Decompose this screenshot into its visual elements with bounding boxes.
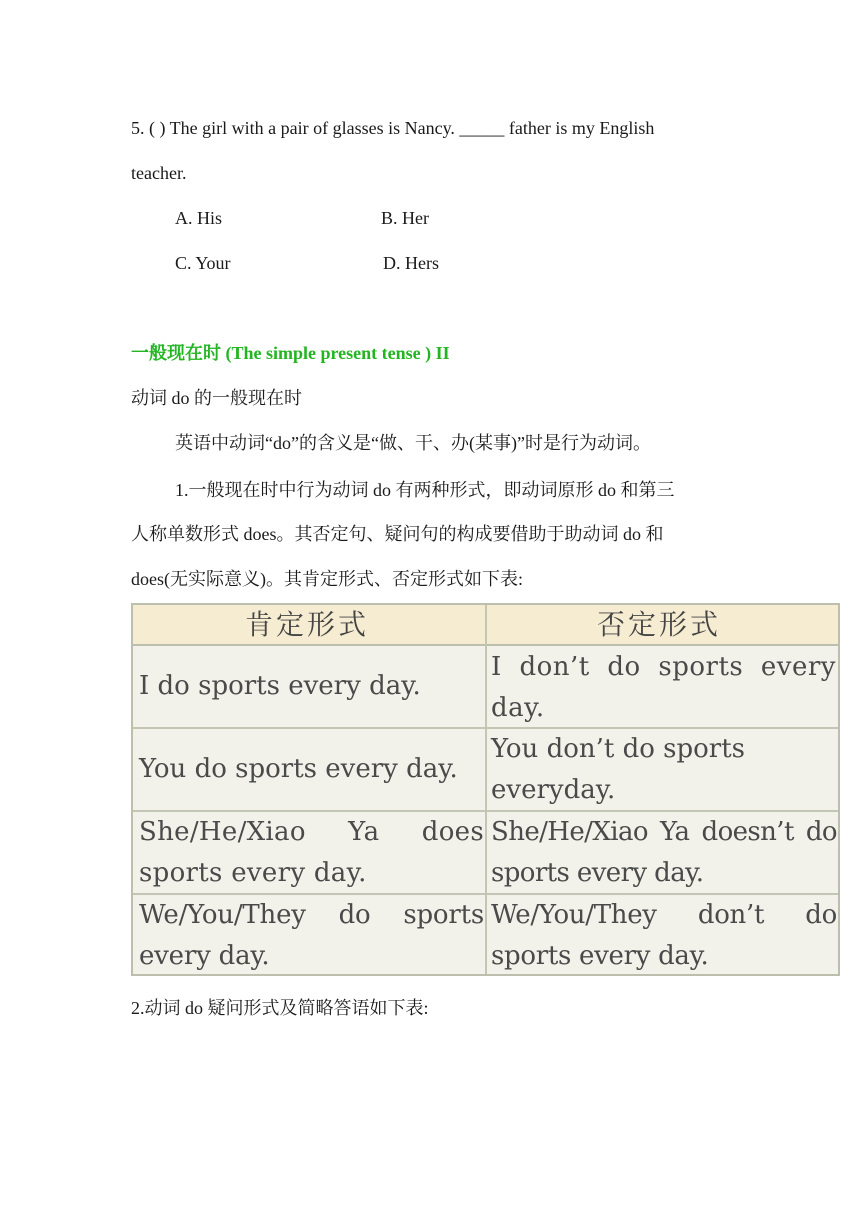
section-heading: 一般现在时 (The simple present tense ) II <box>131 343 450 363</box>
point1-line3: does(无实际意义)。其肯定形式、否定形式如下表: <box>131 569 523 589</box>
table-cell-affirmative: She/He/Xiao Ya does sports every day. <box>139 817 484 888</box>
option-c: C. Your <box>175 253 231 273</box>
table-cell-negative: I don’t do sports every day. <box>491 652 836 723</box>
table-column-divider <box>485 605 487 974</box>
table-cell-negative: We/You/They don’t do sports every day. <box>491 900 837 971</box>
table-cell-affirmative: I do sports every day. <box>139 671 421 701</box>
table-cell-negative: You don’t do sports everyday. <box>491 734 746 805</box>
table-cell-affirmative: We/You/They do sports every day. <box>139 900 484 971</box>
point2-text: 2.动词 do 疑问形式及简略答语如下表: <box>131 998 429 1018</box>
option-a: A. His <box>175 208 223 228</box>
section-subheading: 动词 do 的一般现在时 <box>131 388 302 408</box>
option-d: D. Hers <box>383 253 439 273</box>
table-cell-negative: She/He/Xiao Ya doesn’t do sports every day. <box>491 817 837 888</box>
header-negative: 否定形式 <box>597 608 722 641</box>
point1-line1: 1.一般现在时中行为动词 do 有两种形式，即动词原形 do 和第三 <box>175 480 675 500</box>
point1-line2: 人称单数形式 does。其否定句、疑问句的构成要借助于助动词 do 和 <box>131 524 664 544</box>
header-affirmative: 肯定形式 <box>245 608 370 641</box>
do-forms-table <box>131 603 840 976</box>
option-b: B. Her <box>381 208 429 228</box>
table-cell-affirmative: You do sports every day. <box>139 754 458 784</box>
intro-paragraph: 英语中动词“do”的含义是“做、干、办(某事)”时是行为动词。 <box>175 433 651 453</box>
question-text-line2: teacher. <box>131 163 187 183</box>
question-text-line1: 5. ( ) The girl with a pair of glasses is Nancy. _____ father is my English <box>131 118 655 138</box>
